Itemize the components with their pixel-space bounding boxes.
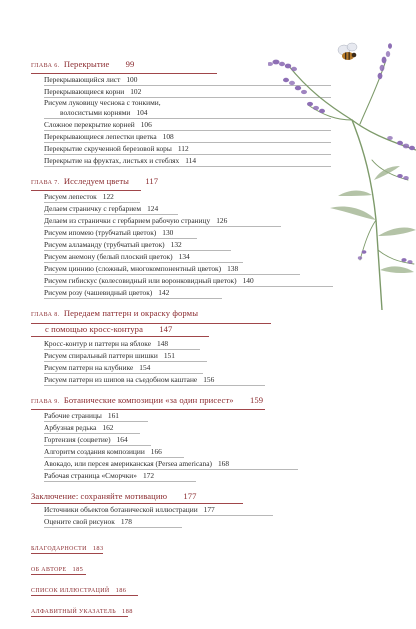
entry-title: Рабочая страница «Сморчки»	[44, 471, 137, 480]
entry-page: 177	[203, 505, 215, 514]
entry-page: 114	[185, 156, 197, 165]
spacer	[31, 386, 331, 395]
toc-entry[interactable]	[44, 422, 140, 434]
toc-entry[interactable]	[44, 362, 203, 374]
entry-page: 140	[242, 276, 254, 285]
chapter-7-heading[interactable]	[31, 176, 159, 191]
chapter-6-heading[interactable]	[31, 59, 217, 74]
chapter-8-title-line1	[31, 308, 271, 324]
toc-entry[interactable]	[44, 434, 151, 446]
chapter-9-heading[interactable]	[31, 395, 265, 410]
lavender-sprig-with-bee-illustration	[268, 20, 416, 310]
entry-page: 100	[126, 75, 138, 84]
entry-title: Перекрывающиеся лепестки цветка	[44, 132, 157, 141]
toc-entry[interactable]	[44, 504, 273, 516]
chapter-8-heading[interactable]	[31, 308, 331, 338]
back-matter-page: 183	[92, 545, 104, 552]
chapter-9-entries	[31, 410, 331, 482]
toc-entry[interactable]	[44, 350, 207, 362]
entry-page: 124	[147, 204, 159, 213]
chapter-8-title: Передаем паттерн и окраску формы	[63, 308, 199, 318]
entry-page: 168	[217, 459, 230, 468]
entry-title: Делаем из странички с гербарием рабочую страницу	[44, 216, 211, 225]
entry-page: 126	[216, 216, 228, 225]
toc-entry[interactable]	[44, 374, 265, 386]
entry-page: 161	[107, 411, 119, 420]
back-matter-title: АЛФАВИТНЫЙ УКАЗАТЕЛЬ	[31, 609, 116, 615]
entry-title: Рисуем циннию (сложный, многокомпонентный цветок)	[44, 264, 222, 273]
back-matter-item[interactable]	[31, 545, 103, 554]
back-matter-item[interactable]	[31, 587, 138, 596]
bee-icon	[338, 43, 357, 60]
entry-page: 112	[177, 144, 189, 153]
toc-entry[interactable]	[44, 227, 197, 239]
chapter-8-title-cont: с помощью кросс-контура	[45, 323, 143, 334]
toc-entry[interactable]	[44, 203, 178, 215]
chapter-6-page: 99	[125, 59, 135, 69]
entry-title: Алгоритм создания композиции	[44, 447, 145, 456]
entry-page: 108	[162, 132, 174, 141]
conclusion-entries	[31, 504, 331, 528]
chapter-7-label: ГЛАВА 7.	[31, 180, 60, 186]
entry-title: Рисуем розу (чашевидный цветок)	[44, 288, 153, 297]
conclusion-title: Заключение: сохраняйте мотивацию	[31, 491, 168, 501]
toc-entry[interactable]	[44, 338, 200, 350]
entry-title: Гортензия (соцветие)	[44, 435, 111, 444]
toc-entry[interactable]	[44, 191, 140, 203]
entry-title: Оцените свой рисунок	[44, 517, 115, 526]
entry-page: 138	[227, 264, 239, 273]
entry-title: Авокадо, или персея американская (Persea americana)	[44, 459, 212, 468]
entry-title: Перекрытие скрученной березовой коры	[44, 144, 172, 153]
entry-page: 178	[120, 517, 132, 526]
toc-entry[interactable]	[44, 287, 222, 299]
chapter-8-title-line2	[31, 324, 209, 338]
chapter-8-label: ГЛАВА 8.	[31, 312, 60, 318]
entry-page: 148	[156, 339, 169, 348]
chapter-8	[31, 308, 331, 386]
entry-title: Делаем страничку с гербарием	[44, 204, 142, 213]
chapter-9-page: 159	[249, 395, 264, 405]
entry-page: 102	[130, 87, 142, 96]
entry-title: Перекрывающийся лист	[44, 75, 121, 84]
back-matter-page: 188	[122, 608, 133, 615]
entry-page: 162	[102, 423, 114, 432]
entry-title: Рисуем гибискус (колесовидный или воронковидный цветок)	[44, 276, 237, 285]
chapter-8-entries	[31, 338, 331, 386]
entry-title: Источники объектов ботанической иллюстрации	[44, 505, 198, 514]
entry-page: 132	[170, 240, 182, 249]
chapter-9	[31, 395, 331, 482]
toc-entry[interactable]	[44, 516, 182, 528]
chapter-6-title: Перекрытие	[63, 59, 110, 69]
entry-page: 151	[163, 351, 175, 360]
toc-entry[interactable]	[44, 239, 231, 251]
chapter-6-label: ГЛАВА 6.	[31, 63, 60, 69]
toc-entry[interactable]	[44, 215, 281, 227]
chapter-7-title: Исследуем цветы	[63, 176, 130, 186]
conclusion-heading[interactable]	[31, 491, 243, 504]
entry-page: 142	[158, 288, 170, 297]
back-matter-item[interactable]	[31, 608, 133, 617]
back-matter-page: 186	[115, 587, 127, 594]
chapter-9-title: Ботанические композиции «за один присест»	[63, 395, 234, 405]
entry-title: Перекрывающиеся корни	[44, 87, 125, 96]
entry-page: 130	[162, 228, 174, 237]
entry-page: 122	[102, 192, 114, 201]
back-matter-item[interactable]	[31, 566, 86, 575]
entry-title: Рисуем спиральный паттерн шишки	[44, 351, 158, 360]
conclusion-page: 177	[183, 491, 197, 501]
entry-page: 164	[116, 435, 128, 444]
entry-page: 154	[139, 363, 151, 372]
entry-page: 106	[140, 120, 152, 129]
spacer	[31, 482, 331, 491]
toc-entry[interactable]	[44, 263, 300, 275]
back-matter-title: СПИСОК ИЛЛЮСТРАЦИЙ	[31, 588, 110, 594]
chapter-7-page: 117	[145, 176, 159, 186]
conclusion	[31, 491, 331, 528]
entry-page: 156	[203, 375, 215, 384]
entry-title: Арбузная редька	[44, 423, 97, 432]
chapter-9-label: ГЛАВА 9.	[31, 399, 60, 405]
entry-title: Сложное перекрытие корней	[44, 120, 135, 129]
toc-entry[interactable]	[44, 446, 184, 458]
entry-title: Рисуем лепесток	[44, 192, 97, 201]
back-matter	[31, 545, 331, 617]
toc-entry[interactable]	[44, 470, 196, 482]
back-matter-page: 185	[72, 566, 84, 573]
entry-title: Кросс-контур и паттерн на яблоке	[44, 339, 151, 348]
entry-title: Рисуем луковицу чеснока с тонкими,	[44, 98, 161, 107]
entry-title: Рисуем анемону (белый плоский цветок)	[44, 252, 173, 261]
entry-page: 166	[150, 447, 162, 456]
entry-title: Рисуем алламанду (трубчатый цветок)	[44, 240, 165, 249]
toc-entry[interactable]	[44, 410, 148, 422]
entry-page: 134	[178, 252, 190, 261]
entry-title: Рисуем ипомею (трубчатый цветок)	[44, 228, 157, 237]
toc-entry[interactable]	[44, 251, 243, 263]
back-matter-title: ОБ АВТОРЕ	[31, 567, 67, 573]
entry-title: Рисуем паттерн на клубнике	[44, 363, 134, 372]
entry-title: Рабочие страницы	[44, 411, 102, 420]
entry-page: 104	[136, 108, 148, 117]
back-matter-title: БЛАГОДАРНОСТИ	[31, 546, 87, 552]
entry-title: Перекрытие на фруктах, листьях и стеблях	[44, 156, 180, 165]
entry-title: Рисуем паттерн из шипов на съедобном каштане	[44, 375, 198, 384]
chapter-8-page: 147	[159, 323, 173, 334]
entry-title-continued: волосистыми корнями	[60, 108, 131, 117]
entry-page: 172	[142, 471, 155, 480]
toc-entry[interactable]	[44, 458, 298, 470]
leaf-icon	[330, 166, 416, 273]
